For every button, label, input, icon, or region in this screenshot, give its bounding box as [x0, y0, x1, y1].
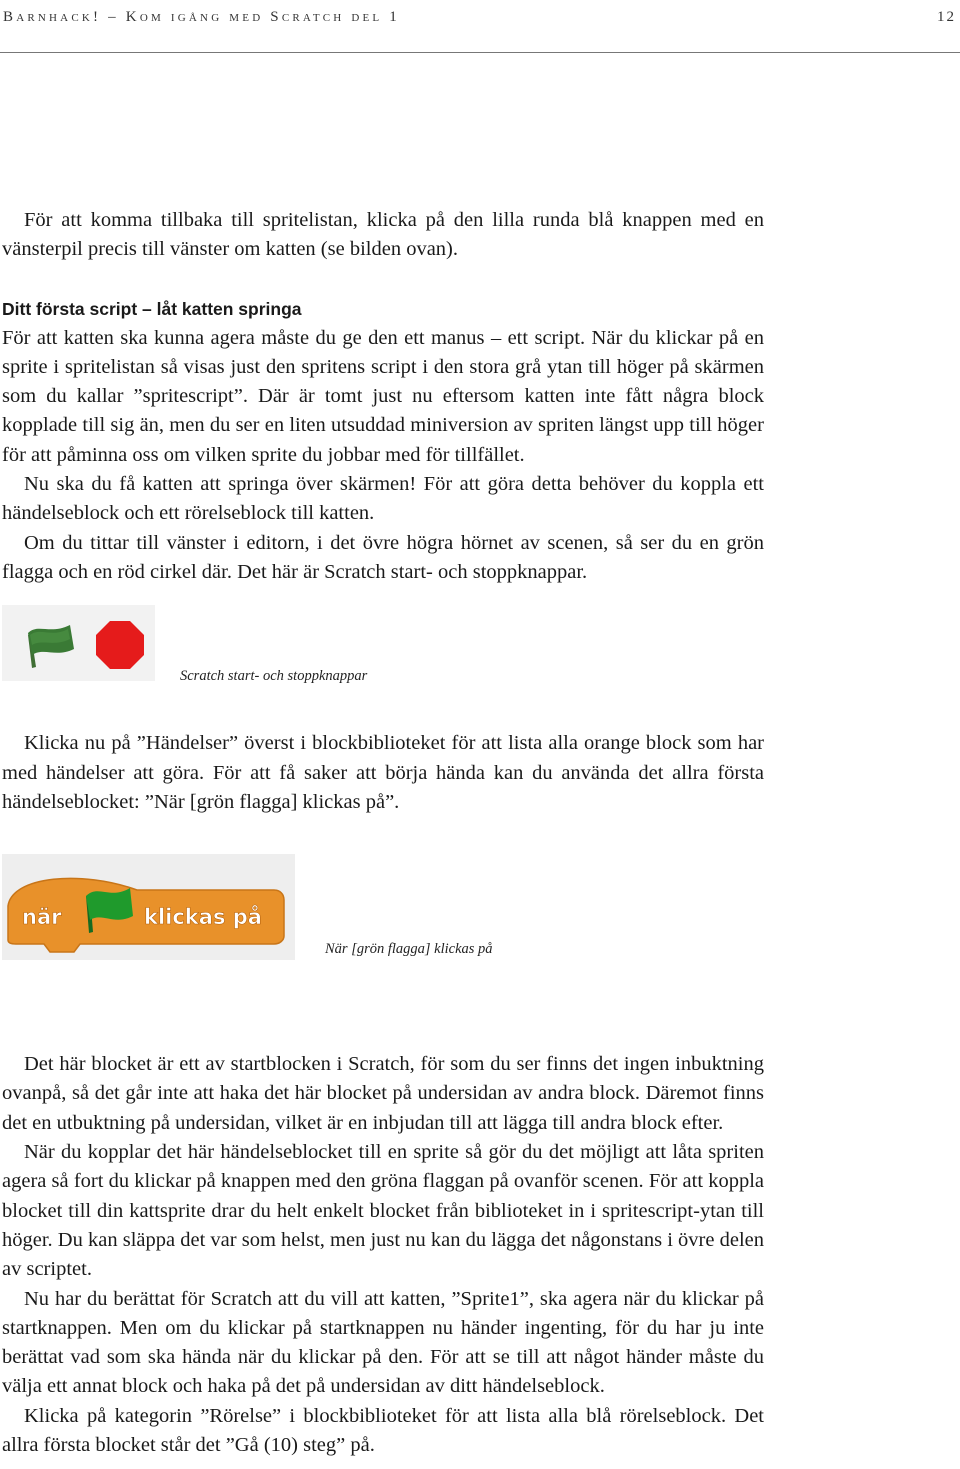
paragraph: Nu ska du få katten att springa över skärmen! För att göra detta behöver du koppla ett händelseblock och ett rörelseblock till katten. — [2, 473, 764, 525]
green-flag-icon — [28, 625, 74, 668]
paragraph: För att komma tillbaka till spritelistan, klicka på den lilla runda blå knappen med en vänsterpil precis till vänster om katten (se bilden ovan). — [2, 209, 764, 261]
paragraph: När du kopplar det här händelseblocket till en sprite så gör du det möjligt att låta spriten agera så fort du klickar på knappen med den gröna flaggan på ovanför scenen. För att koppla blocket till din kattsprite drar du helt enkelt blocket från biblioteket in i spritescript-ytan till höger. Du kan släppa det var som helst, men just nu kan du lägga det någonstans i övre delen av scriptet. — [2, 1141, 764, 1281]
hat-block-image — [2, 854, 295, 960]
paragraph: Det här blocket är ett av startblocken i Scratch, för som du ser finns det ingen inbuktning ovanpå, så det går inte att haka det här blocket på undersidan av andra block. Däremot finns det en utbuktning på undersidan, vilket är en inbjudan till att lägga till andra block efter. — [2, 1053, 764, 1134]
paragraph: Nu har du berättat för Scratch att du vill att katten, ”Sprite1”, ska agera när du klickar på startknappen. Men om du klickar på startknappen nu händer ingenting, för du har ju inte berättat vad som ska hända när du klickar på den. För att se till att något händer måste du välja ett annat block och haka på det på undersidan av ditt händelseblock. — [2, 1287, 764, 1398]
paragraph: Klicka på kategorin ”Rörelse” i blockbiblioteket för att lista alla blå rörelseblock. Det allra första blocket står det ”Gå (10) steg” på. — [2, 1404, 764, 1457]
header-title: Barnhack! – Kom igång med Scratch del 1 — [3, 9, 401, 25]
start-stop-buttons-svg — [2, 605, 155, 681]
page-content — [2, 206, 764, 1460]
start-stop-buttons-figure — [2, 605, 764, 729]
paragraph: För att katten ska kunna agera måste du ge den ett manus – ett script. När du klickar på en sprite i spritelistan så visas just den spritens script i den stora grå ytan till höger på skärmen som du kallar ”spritescript”. Där är tomt just nu eftersom katten inte fått några block kopplade till sig än, men du ser en liten utsuddad miniversion av spriten längst upp till höger för att påminna oss om vilken sprite du jobbar med för tillfället. — [2, 326, 764, 466]
page-number: 12 — [937, 9, 956, 25]
block-word-left: när — [22, 905, 62, 930]
section-heading: Ditt första script – låt katten springa — [2, 298, 302, 319]
block-word-right: klickas på — [144, 905, 262, 930]
running-header — [0, 0, 960, 53]
red-stop-icon — [96, 621, 144, 669]
hat-block-svg — [2, 854, 295, 960]
figure-caption: När [grön flagga] klickas på — [325, 941, 493, 958]
hat-block-figure — [2, 854, 764, 1050]
start-stop-buttons-image — [2, 605, 155, 681]
figure-caption: Scratch start- och stoppknappar — [180, 668, 368, 685]
paragraph: Om du tittar till vänster i editorn, i det övre högra hörnet av scenen, så ser du en grön flagga och en röd cirkel där. Det här är Scratch start- och stoppknappar. — [2, 531, 764, 583]
paragraph: Klicka nu på ”Händelser” överst i blockbiblioteket för att lista alla orange block som har med händelser att göra. För att få saker att börja hända kan du använda det allra första händelseblocket: ”När [grön flagga] klickas på”. — [2, 732, 764, 813]
